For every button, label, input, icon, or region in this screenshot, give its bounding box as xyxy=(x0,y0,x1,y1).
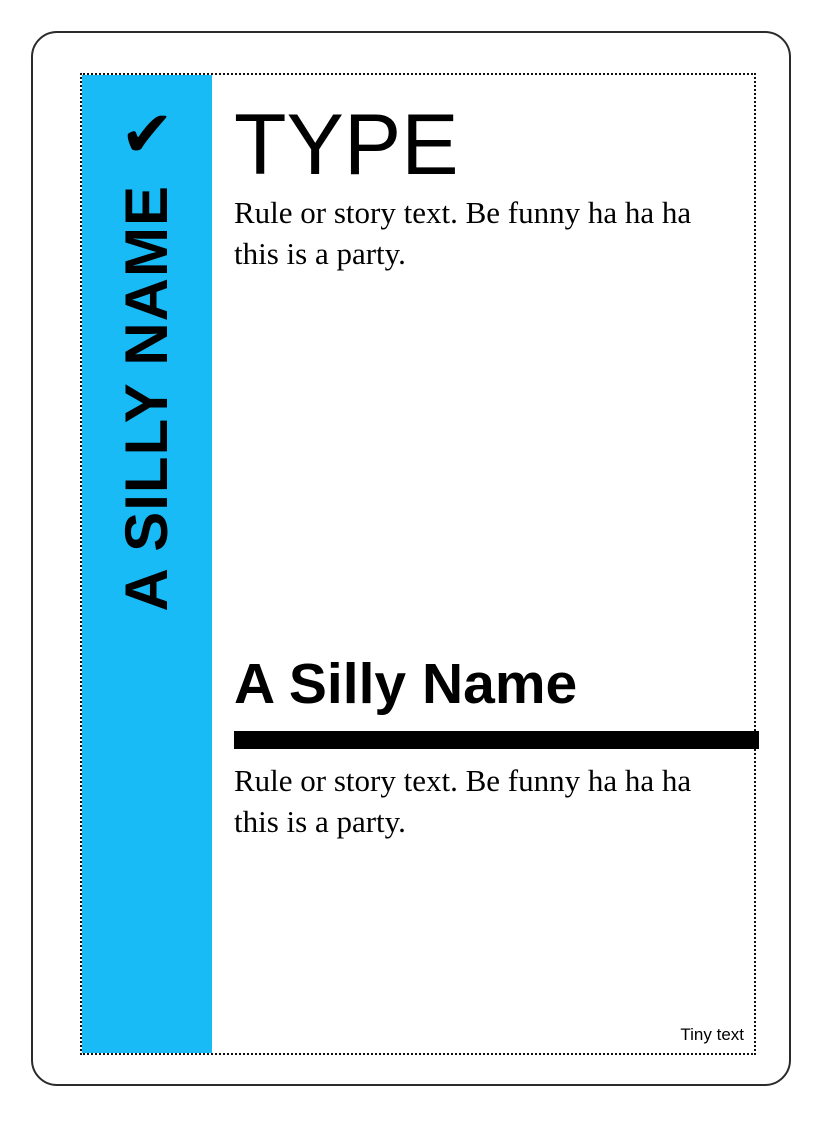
lower-description: Rule or story text. Be funny ha ha ha this is a party. xyxy=(234,762,692,839)
type-title: TYPE xyxy=(234,97,459,193)
footnote-text: Tiny text xyxy=(680,1025,744,1044)
card-body xyxy=(212,75,754,1053)
type-description: Rule or story text. Be funny ha ha ha this is a party. xyxy=(234,194,692,271)
check-mark-icon: ✔ xyxy=(120,98,174,172)
lower-block xyxy=(234,652,732,843)
spine-label: A SILLY NAME xyxy=(113,185,180,612)
card-outer-frame xyxy=(31,31,791,1086)
spine-label-wrapper xyxy=(82,185,212,1045)
card-dotted-frame xyxy=(80,73,756,1055)
card-spine xyxy=(82,75,212,1053)
name-title: A Silly Name xyxy=(234,652,578,716)
rule-divider xyxy=(234,731,759,749)
